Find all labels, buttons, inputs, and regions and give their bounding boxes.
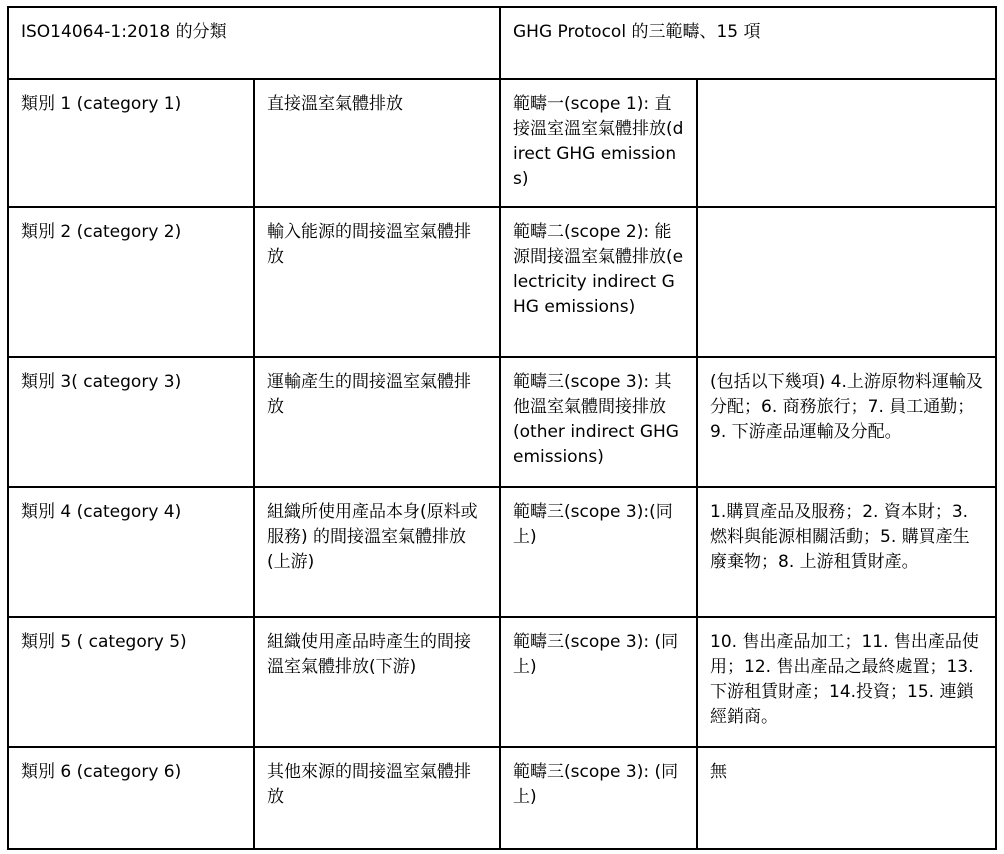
- scope-cell: 範疇三(scope 3): (同上): [500, 617, 697, 747]
- items-cell: 1.購買產品及服務；2. 資本財；3. 燃料與能源相關活動；5. 購買產生廢棄物；8. 上游租賃財產。: [697, 487, 996, 617]
- category-cell: 類別 4 (category 4): [8, 487, 254, 617]
- description-cell: 運輸產生的間接溫室氣體排放: [254, 357, 500, 487]
- ghg-header-cell: GHG Protocol 的三範疇、15 項: [500, 7, 996, 79]
- description-cell: 直接溫室氣體排放: [254, 79, 500, 207]
- scope-cell: 範疇三(scope 3):(同上): [500, 487, 697, 617]
- items-cell: 無: [697, 747, 996, 849]
- classification-table: [7, 6, 997, 850]
- category-cell: 類別 6 (category 6): [8, 747, 254, 849]
- description-cell: 輸入能源的間接溫室氣體排放: [254, 207, 500, 357]
- category-cell: 類別 2 (category 2): [8, 207, 254, 357]
- items-cell: [697, 207, 996, 357]
- items-cell: 10. 售出產品加工；11. 售出產品使用；12. 售出產品之最終處置；13. 下游租賃財產；14.投資；15. 連鎖經銷商。: [697, 617, 996, 747]
- description-cell: 組織所使用產品本身(原料或服務) 的間接溫室氣體排放(上游): [254, 487, 500, 617]
- table-header-row: [8, 7, 996, 79]
- description-cell: 組織使用產品時產生的間接溫室氣體排放(下游): [254, 617, 500, 747]
- items-cell: [697, 79, 996, 207]
- table-row: [8, 747, 996, 849]
- category-cell: 類別 1 (category 1): [8, 79, 254, 207]
- table-row: [8, 617, 996, 747]
- iso-header-cell: ISO14064-1:2018 的分類: [8, 7, 500, 79]
- description-cell: 其他來源的間接溫室氣體排放: [254, 747, 500, 849]
- items-cell: (包括以下幾項) 4.上游原物料運輸及分配；6. 商務旅行；7. 員工通勤；9. 下游產品運輸及分配。: [697, 357, 996, 487]
- category-cell: 類別 5 ( category 5): [8, 617, 254, 747]
- category-cell: 類別 3( category 3): [8, 357, 254, 487]
- scope-cell: 範疇三(scope 3): 其他溫室氣體間接排放 (other indirect GHG emissions): [500, 357, 697, 487]
- table-row: [8, 207, 996, 357]
- table-row: [8, 357, 996, 487]
- scope-cell: 範疇三(scope 3): (同上): [500, 747, 697, 849]
- scope-cell: 範疇二(scope 2): 能源間接溫室氣體排放(electricity indirect GHG emissions): [500, 207, 697, 357]
- table-row: [8, 487, 996, 617]
- scope-cell: 範疇一(scope 1): 直接溫室溫室氣體排放(direct GHG emissions): [500, 79, 697, 207]
- table-row: [8, 79, 996, 207]
